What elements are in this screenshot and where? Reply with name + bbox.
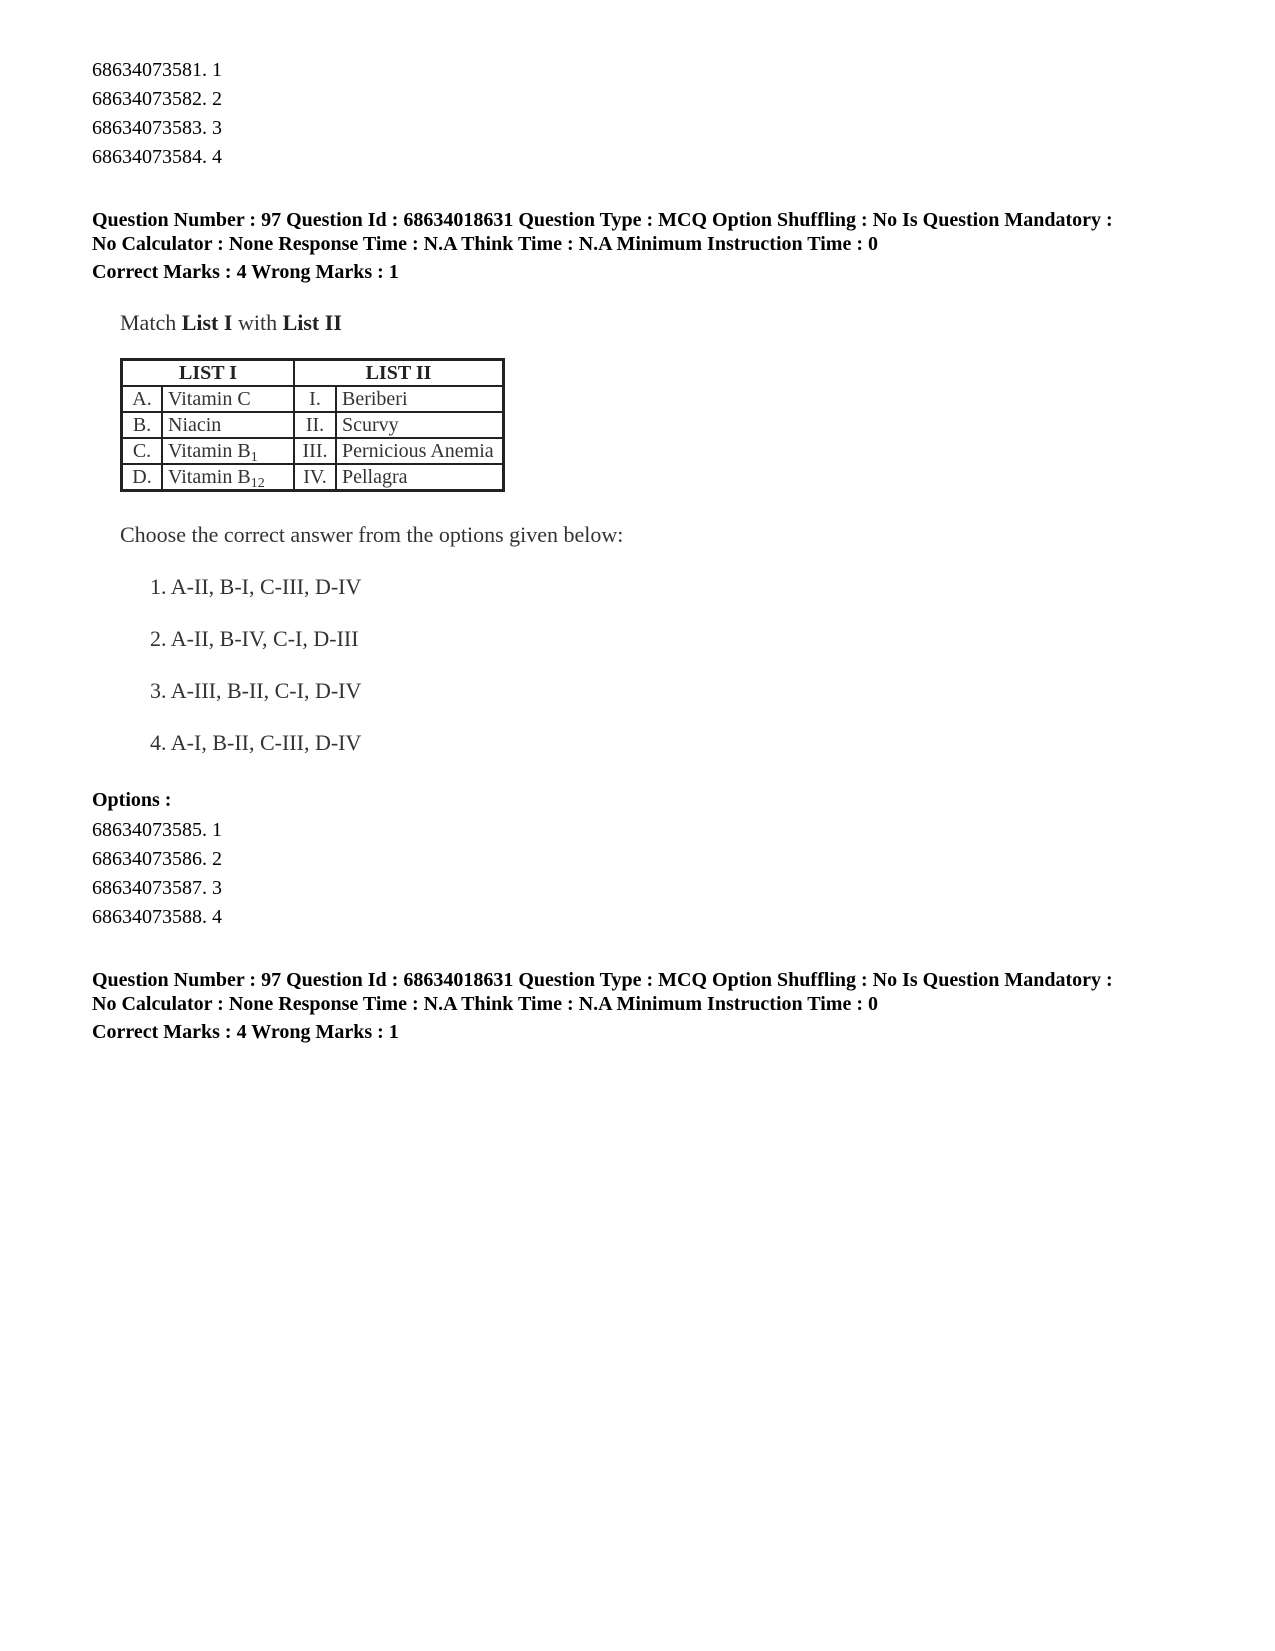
- choose-instruction: Choose the correct answer from the options given below:: [120, 522, 624, 547]
- list-2-item: Pellagra: [336, 464, 504, 491]
- question-prompt: [120, 308, 1192, 338]
- prompt-pre: Match: [120, 310, 182, 335]
- option-id-line: 68634073583. 3: [92, 117, 222, 139]
- list-1-item: [162, 464, 294, 491]
- list-2-index: III.: [294, 438, 336, 464]
- question-marks: Correct Marks : 4 Wrong Marks : 1: [92, 1021, 399, 1043]
- answer-choice: 3. A-III, B-II, C-I, D-IV: [150, 678, 362, 703]
- question-content: [120, 308, 1192, 758]
- list-1-item: Niacin: [162, 412, 294, 438]
- list-2-header: LIST II: [294, 360, 504, 387]
- list-2-index: IV.: [294, 464, 336, 491]
- question-marks: Correct Marks : 4 Wrong Marks : 1: [92, 261, 399, 283]
- prompt-mid: with: [232, 310, 283, 335]
- question-header: [92, 208, 1192, 256]
- option-id-line: 68634073585. 1: [92, 819, 222, 841]
- list-1-item-text: Vitamin B: [168, 440, 251, 462]
- list-2-item: Scurvy: [336, 412, 504, 438]
- list-1-index: C.: [122, 438, 163, 464]
- option-id-line: 68634073586. 2: [92, 848, 222, 870]
- answer-choice: 2. A-II, B-IV, C-I, D-III: [150, 626, 359, 651]
- list-2-item: Beriberi: [336, 386, 504, 412]
- match-table-row: [122, 464, 504, 491]
- list-1-index: B.: [122, 412, 163, 438]
- match-table-row: [122, 412, 504, 438]
- prompt-list-2: List II: [282, 310, 342, 335]
- option-id-line: 68634073582. 2: [92, 88, 222, 110]
- list-2-index: I.: [294, 386, 336, 412]
- question-header-line-2: No Calculator : None Response Time : N.A Think Time : N.A Minimum Instruction Time : 0: [92, 233, 878, 255]
- options-label: Options :: [92, 789, 172, 811]
- match-table-row: [122, 438, 504, 464]
- question-block: [92, 208, 1192, 932]
- match-table-row: [122, 386, 504, 412]
- question-header-line-1: Question Number : 97 Question Id : 68634018631 Question Type : MCQ Option Shuffling : No Is Question Mandatory :: [92, 209, 1113, 231]
- option-id-line: 68634073584. 4: [92, 146, 222, 168]
- list-2-index: II.: [294, 412, 336, 438]
- question-header: [92, 968, 1192, 1016]
- question-header-line-2: No Calculator : None Response Time : N.A Think Time : N.A Minimum Instruction Time : 0: [92, 993, 878, 1015]
- options-list: [92, 816, 1192, 932]
- answer-choice: 1. A-II, B-I, C-III, D-IV: [150, 574, 362, 599]
- list-2-item: Pernicious Anemia: [336, 438, 504, 464]
- previous-options-list: [92, 56, 1192, 172]
- option-id-line: 68634073587. 3: [92, 877, 222, 899]
- document-page: [92, 56, 1192, 1044]
- question-header-line-1: Question Number : 97 Question Id : 68634018631 Question Type : MCQ Option Shuffling : No Is Question Mandatory :: [92, 969, 1113, 991]
- question-block: [92, 968, 1192, 1044]
- answer-choice: 4. A-I, B-II, C-III, D-IV: [150, 730, 362, 755]
- list-1-item-text: Vitamin B: [168, 466, 251, 488]
- spacer: [92, 932, 1192, 968]
- option-id-line: 68634073581. 1: [92, 59, 222, 81]
- list-1-item: [162, 438, 294, 464]
- option-id-line: 68634073588. 4: [92, 906, 222, 928]
- prompt-list-1: List I: [181, 310, 233, 335]
- match-table: [120, 358, 505, 492]
- match-table-header-row: [122, 360, 504, 387]
- list-1-item-subscript: 12: [250, 476, 265, 491]
- list-1-item-subscript: 1: [250, 450, 258, 465]
- list-1-header: LIST I: [122, 360, 295, 387]
- list-1-index: A.: [122, 386, 163, 412]
- list-1-item: Vitamin C: [162, 386, 294, 412]
- list-1-index: D.: [122, 464, 163, 491]
- spacer: [92, 172, 1192, 208]
